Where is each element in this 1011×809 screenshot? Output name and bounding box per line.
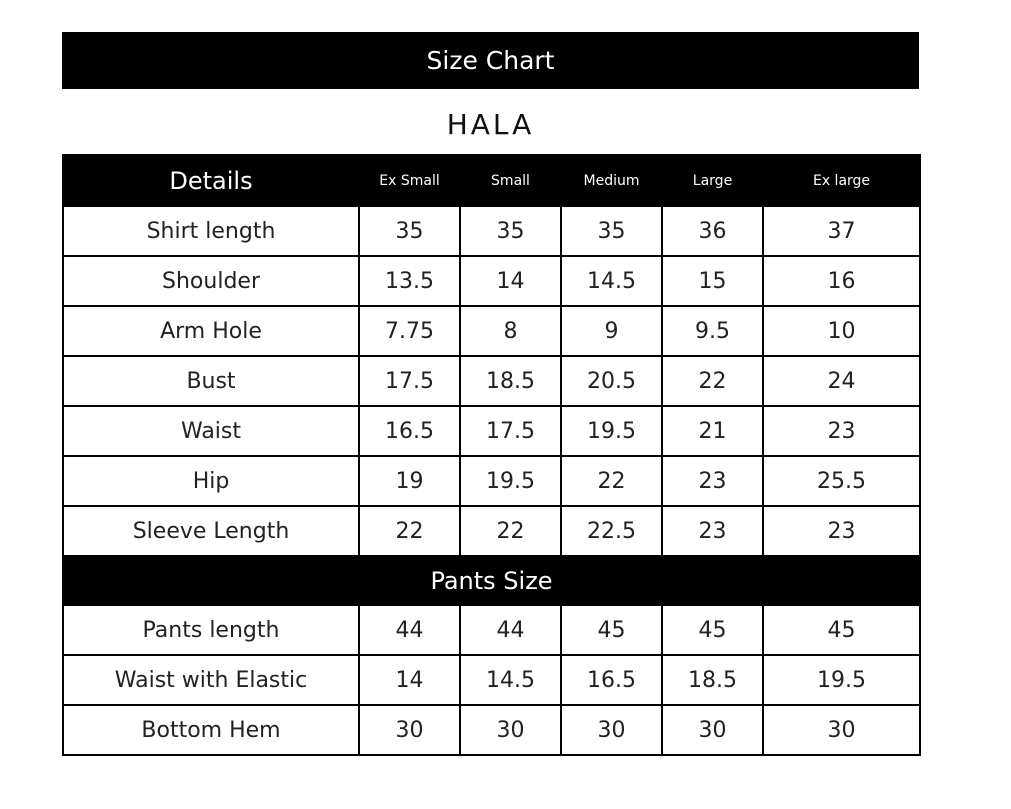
pants-size-title: Pants Size xyxy=(63,556,920,605)
measurement-value: 23 xyxy=(662,506,763,556)
table-row xyxy=(63,206,920,256)
measurement-value: 23 xyxy=(763,506,920,556)
table-row xyxy=(63,705,920,755)
measurement-value: 10 xyxy=(763,306,920,356)
size-table xyxy=(62,154,921,756)
measurement-value: 30 xyxy=(763,705,920,755)
details-header: Details xyxy=(63,155,359,206)
measurement-value: 35 xyxy=(359,206,460,256)
measurement-value: 22 xyxy=(662,356,763,406)
measurement-value: 17.5 xyxy=(460,406,561,456)
measurement-label: Shoulder xyxy=(63,256,359,306)
measurement-value: 19.5 xyxy=(460,456,561,506)
measurement-value: 14 xyxy=(359,655,460,705)
measurement-label: Waist xyxy=(63,406,359,456)
size-header: Medium xyxy=(561,155,662,206)
measurement-value: 30 xyxy=(662,705,763,755)
measurement-label: Sleeve Length xyxy=(63,506,359,556)
size-header: Small xyxy=(460,155,561,206)
measurement-value: 7.75 xyxy=(359,306,460,356)
measurement-value: 19.5 xyxy=(763,655,920,705)
table-row xyxy=(63,456,920,506)
table-row xyxy=(63,256,920,306)
measurement-value: 35 xyxy=(460,206,561,256)
measurement-value: 23 xyxy=(662,456,763,506)
measurement-value: 19.5 xyxy=(561,406,662,456)
measurement-value: 8 xyxy=(460,306,561,356)
measurement-value: 9.5 xyxy=(662,306,763,356)
measurement-label: Shirt length xyxy=(63,206,359,256)
measurement-value: 14 xyxy=(460,256,561,306)
measurement-value: 22 xyxy=(460,506,561,556)
measurement-value: 16.5 xyxy=(359,406,460,456)
measurement-value: 20.5 xyxy=(561,356,662,406)
measurement-value: 37 xyxy=(763,206,920,256)
size-chart-title: Size Chart xyxy=(426,46,555,75)
measurement-value: 44 xyxy=(460,605,561,655)
table-row xyxy=(63,605,920,655)
measurement-label: Hip xyxy=(63,456,359,506)
measurement-value: 45 xyxy=(662,605,763,655)
brand-name: HALA xyxy=(446,107,535,141)
measurement-label: Arm Hole xyxy=(63,306,359,356)
measurement-value: 21 xyxy=(662,406,763,456)
size-header: Ex large xyxy=(763,155,920,206)
measurement-value: 30 xyxy=(359,705,460,755)
size-header: Ex Small xyxy=(359,155,460,206)
measurement-value: 18.5 xyxy=(460,356,561,406)
measurement-value: 13.5 xyxy=(359,256,460,306)
measurement-value: 18.5 xyxy=(662,655,763,705)
measurement-value: 25.5 xyxy=(763,456,920,506)
measurement-value: 22 xyxy=(561,456,662,506)
measurement-value: 24 xyxy=(763,356,920,406)
measurement-value: 30 xyxy=(460,705,561,755)
table-row xyxy=(63,506,920,556)
measurement-label: Waist with Elastic xyxy=(63,655,359,705)
measurement-value: 17.5 xyxy=(359,356,460,406)
table-row xyxy=(63,655,920,705)
measurement-value: 9 xyxy=(561,306,662,356)
size-header: Large xyxy=(662,155,763,206)
measurement-value: 22.5 xyxy=(561,506,662,556)
measurement-value: 15 xyxy=(662,256,763,306)
measurement-value: 19 xyxy=(359,456,460,506)
measurement-value: 14.5 xyxy=(561,256,662,306)
measurement-value: 35 xyxy=(561,206,662,256)
measurement-label: Bottom Hem xyxy=(63,705,359,755)
measurement-value: 16 xyxy=(763,256,920,306)
measurement-value: 22 xyxy=(359,506,460,556)
measurement-value: 14.5 xyxy=(460,655,561,705)
table-row xyxy=(63,406,920,456)
measurement-value: 36 xyxy=(662,206,763,256)
header-row xyxy=(63,155,920,206)
measurement-value: 45 xyxy=(561,605,662,655)
measurement-value: 30 xyxy=(561,705,662,755)
measurement-value: 16.5 xyxy=(561,655,662,705)
table-row xyxy=(63,356,920,406)
table-row xyxy=(63,306,920,356)
measurement-label: Bust xyxy=(63,356,359,406)
measurement-value: 23 xyxy=(763,406,920,456)
pants-size-section-row xyxy=(63,556,920,605)
measurement-value: 45 xyxy=(763,605,920,655)
measurement-label: Pants length xyxy=(63,605,359,655)
measurement-value: 44 xyxy=(359,605,460,655)
size-chart-title-bar xyxy=(62,32,919,89)
